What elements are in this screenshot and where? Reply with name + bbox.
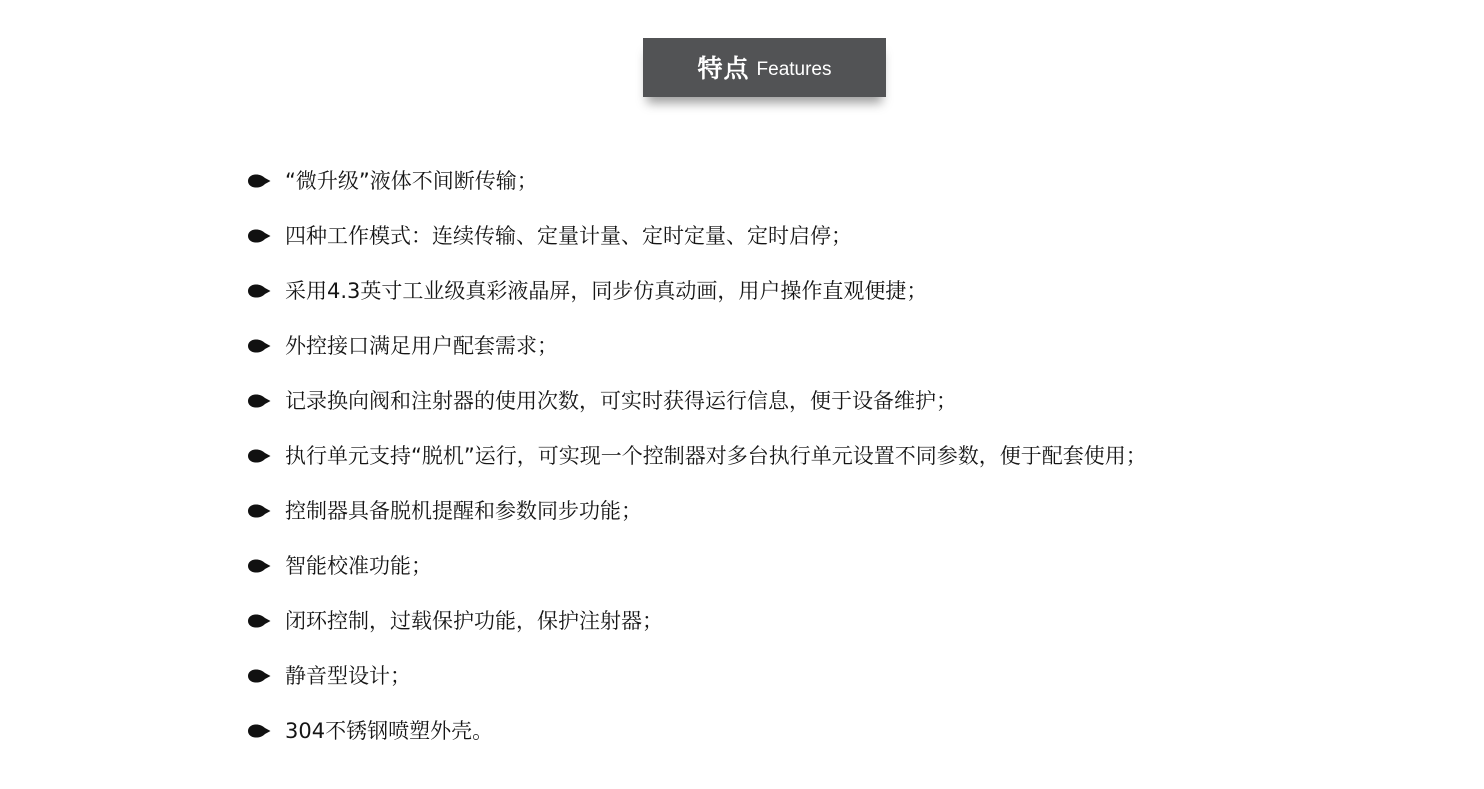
list-item (246, 208, 1147, 263)
leaf-bullet-icon (246, 281, 272, 301)
feature-text: 四种工作模式：连续传输、定量计量、定时定量、定时启停； (285, 223, 852, 248)
leaf-bullet-icon (246, 171, 272, 191)
feature-text: 记录换向阀和注射器的使用次数，可实时获得运行信息，便于设备维护； (285, 388, 957, 413)
list-item (246, 373, 1147, 428)
feature-text: 执行单元支持“脱机”运行，可实现一个控制器对多台执行单元设置不同参数，便于配套使用； (285, 443, 1147, 468)
features-header (643, 38, 886, 97)
leaf-bullet-icon (246, 336, 272, 356)
leaf-bullet-icon (246, 721, 272, 741)
feature-text: “微升级”液体不间断传输； (285, 168, 538, 193)
leaf-bullet-icon (246, 391, 272, 411)
features-title-zh: 特点 (697, 53, 750, 83)
feature-text: 智能校准功能； (285, 553, 432, 578)
leaf-bullet-icon (246, 556, 272, 576)
list-item (246, 538, 1147, 593)
leaf-bullet-icon (246, 446, 272, 466)
features-title-en: Features (756, 58, 832, 80)
leaf-bullet-icon (246, 226, 272, 246)
list-item (246, 428, 1147, 483)
list-item (246, 153, 1147, 208)
list-item (246, 648, 1147, 703)
list-item (246, 263, 1147, 318)
list-item (246, 593, 1147, 648)
feature-text: 外控接口满足用户配套需求； (285, 333, 558, 358)
feature-list (246, 153, 1147, 758)
leaf-bullet-icon (246, 666, 272, 686)
list-item (246, 318, 1147, 373)
list-item (246, 703, 1147, 758)
feature-text: 控制器具备脱机提醒和参数同步功能； (285, 498, 642, 523)
feature-text: 304不锈钢喷塑外壳。 (285, 718, 494, 743)
leaf-bullet-icon (246, 611, 272, 631)
leaf-bullet-icon (246, 501, 272, 521)
feature-text: 静音型设计； (285, 663, 411, 688)
feature-text: 闭环控制，过载保护功能，保护注射器； (285, 608, 663, 633)
list-item (246, 483, 1147, 538)
feature-text: 采用4.3英寸工业级真彩液晶屏，同步仿真动画，用户操作直观便捷； (285, 278, 928, 303)
